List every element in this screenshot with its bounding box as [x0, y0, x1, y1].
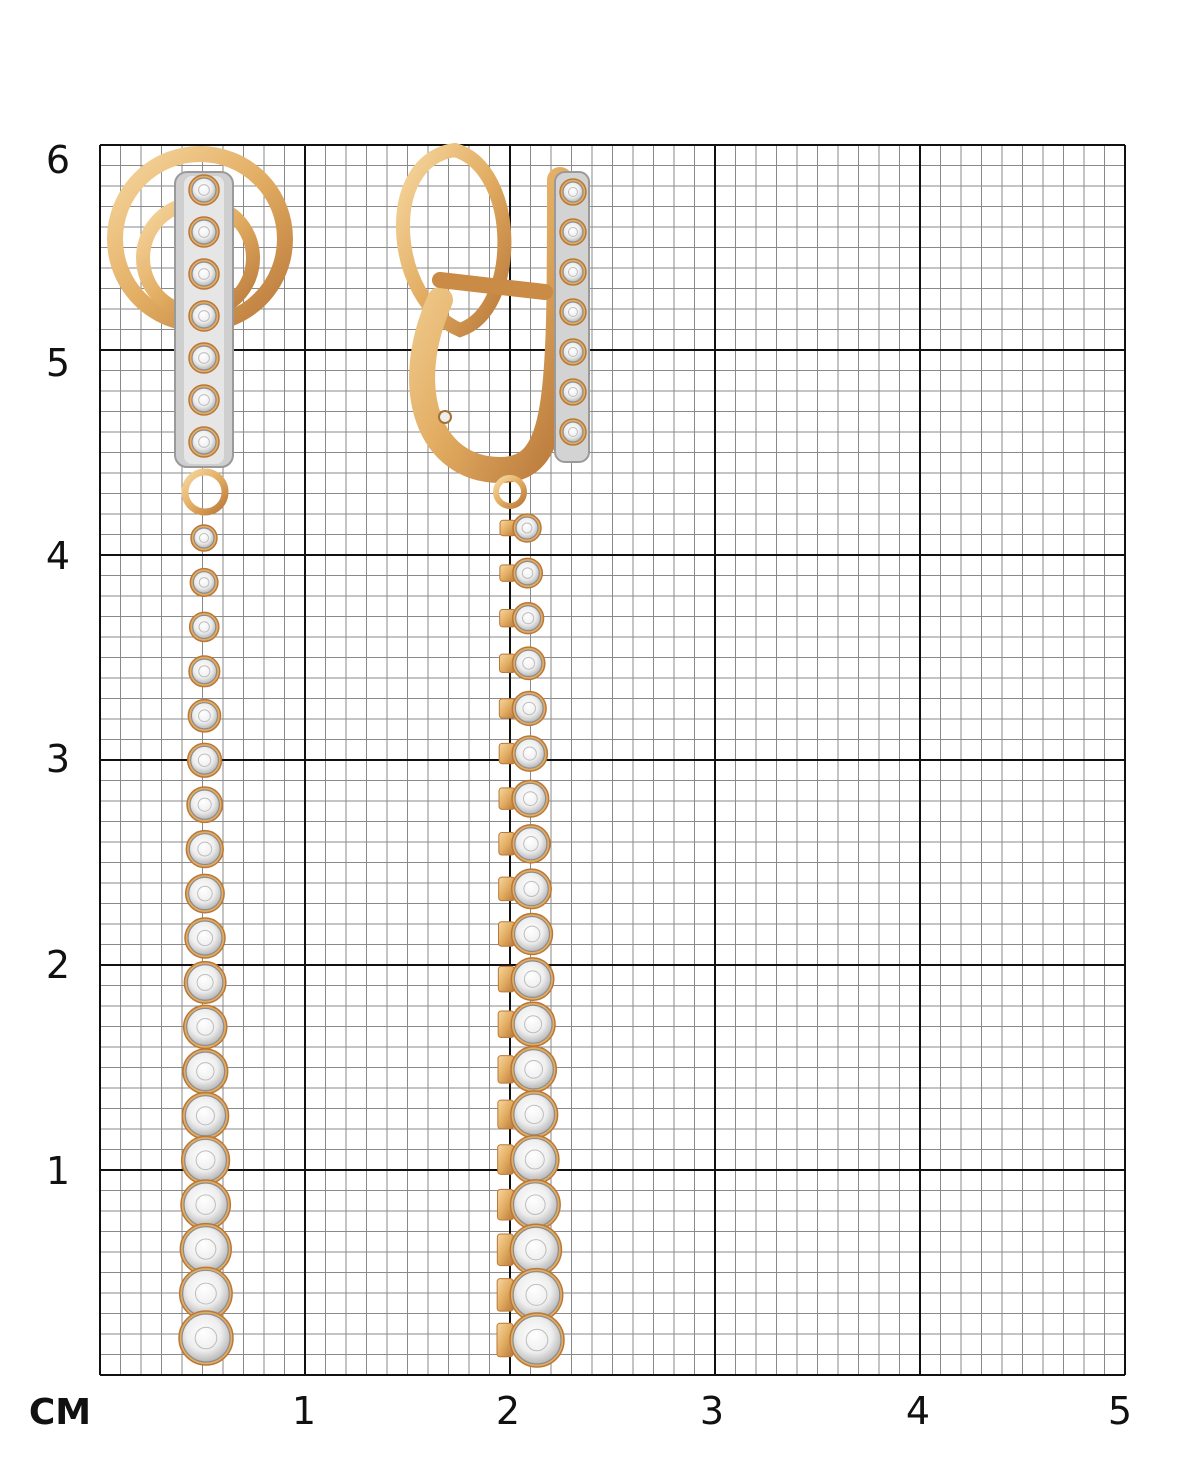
x-label-5: 5: [1107, 1389, 1133, 1433]
clasp-stone: [560, 219, 586, 245]
drop-stone: [513, 514, 541, 542]
drop-stone: [512, 914, 553, 955]
clasp-stone: [189, 175, 219, 205]
drop-stone: [511, 1047, 556, 1092]
clasp-stone: [189, 427, 219, 457]
drop-stone: [191, 525, 217, 551]
drop-stone: [511, 1091, 558, 1138]
x-label-3: 3: [699, 1389, 725, 1433]
drop-stone: [511, 958, 553, 1000]
clasp-stone: [560, 339, 586, 365]
drop-stone: [184, 962, 226, 1004]
drop-stone: [190, 612, 219, 641]
y-label-5: 5: [45, 341, 71, 385]
clasp-stone: [560, 379, 586, 405]
drop-stone: [183, 1049, 228, 1094]
earring-side-view: [403, 150, 589, 1367]
clasp-stone: [189, 343, 219, 373]
drop-stone: [513, 603, 544, 634]
y-label-3: 3: [45, 737, 71, 781]
clasp-stone: [560, 259, 586, 285]
clasp-stone: [189, 301, 219, 331]
drop-stone: [512, 869, 552, 909]
x-label-2: 2: [495, 1389, 521, 1433]
drop-stone: [186, 831, 223, 868]
clasp-stone: [189, 217, 219, 247]
y-label-4: 4: [45, 534, 71, 578]
drop-stone: [188, 743, 222, 777]
drop-stone: [182, 1093, 228, 1139]
drop-stone: [511, 1002, 555, 1046]
drop-stone: [512, 692, 546, 726]
drop-stone: [512, 736, 547, 771]
drop-stone: [513, 647, 545, 679]
y-label-1: 1: [45, 1149, 71, 1193]
y-label-6: 6: [45, 138, 71, 182]
drop-stone: [188, 700, 220, 732]
x-label-1: 1: [291, 1389, 317, 1433]
drop-stone: [512, 825, 550, 863]
drop-stone: [512, 780, 549, 817]
drop-stone: [182, 1136, 230, 1184]
drop-stone: [181, 1180, 230, 1229]
clasp-stone: [560, 419, 586, 445]
drop-stone: [190, 569, 218, 597]
clasp-stone: [189, 385, 219, 415]
drop-stone: [513, 558, 542, 587]
drop-stone: [510, 1313, 564, 1367]
grid: [100, 145, 1125, 1375]
clasp-stone: [560, 179, 586, 205]
drop-stone: [187, 787, 222, 822]
clasp-stone: [560, 299, 586, 325]
drop-stone: [179, 1311, 233, 1365]
drop-stone: [511, 1135, 559, 1183]
drop-stone: [189, 656, 220, 687]
drop-stone: [185, 918, 225, 958]
unit-label: СМ: [28, 1392, 92, 1433]
drop-stone: [184, 1005, 227, 1048]
x-label-4: 4: [905, 1389, 931, 1433]
drop-stone: [186, 874, 224, 912]
drop-stone: [510, 1180, 560, 1230]
clasp-stone: [189, 259, 219, 289]
y-label-2: 2: [45, 943, 71, 987]
drop-stone: [510, 1224, 561, 1275]
